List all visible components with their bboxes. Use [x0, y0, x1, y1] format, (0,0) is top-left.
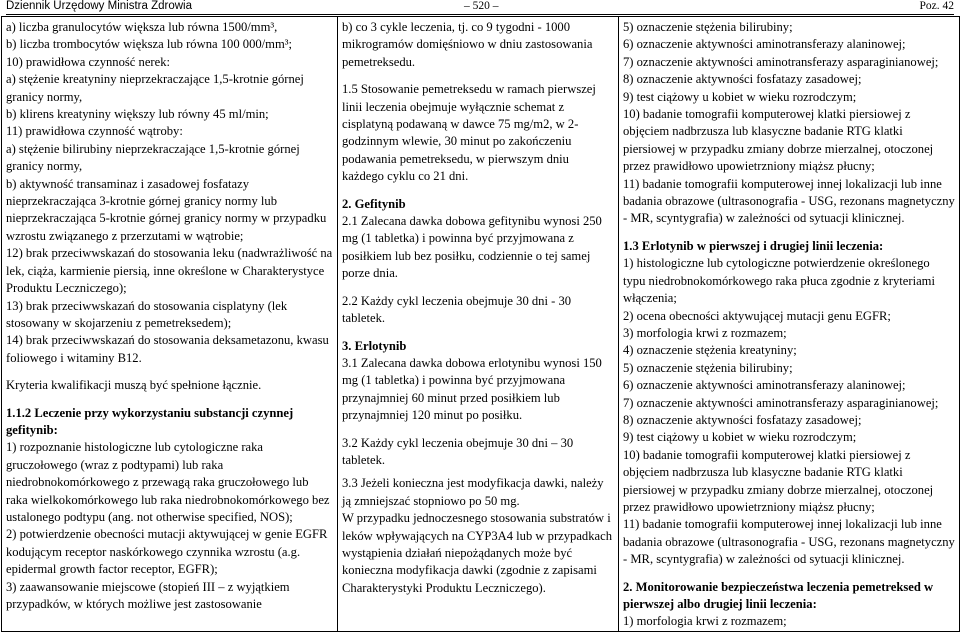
text-line: 11) prawidłowa czynność wątroby: — [6, 124, 183, 139]
section-heading: 2. Monitorowanie bezpieczeństwa leczenia pemetreksed w pierwszej albo drugiej linii leczenia: — [623, 579, 934, 611]
text-line: 3.1 Zalecana dawka dobowa erlotynibu wynosi 150 mg (1 tabletka) i powinna być przyjmowana przynajmniej 60 minut przed posiłkiem lub przynajmniej 120 minut po posiłku. — [342, 355, 602, 423]
paragraph-gap — [342, 328, 614, 338]
paragraph-gap — [6, 367, 333, 377]
text-line: 3.2 Każdy cykl leczenia obejmuje 30 dni – 30 tabletek. — [342, 435, 574, 467]
text-line: 5) oznaczenie stężenia bilirubiny; — [623, 360, 793, 375]
text-line: 2) ocena obecności aktywującej mutacji genu EGFR; — [623, 308, 891, 323]
paragraph-gap — [342, 283, 614, 293]
text-line: 11) badanie tomografii komputerowej innej lokalizacji lub inne badania obrazowe (ultrasonografia - USG, rezonans magnetyczny - MR, scyntygrafia) w zależności od sytuacji klinicznej. — [623, 176, 955, 226]
text-line: 14) brak przeciwwskazań do stosowania deksametazonu, kwasu foliowego i witaminy B12. — [6, 333, 329, 365]
text-line: 7) oznaczenie aktywności aminotransferazy asparaginianowej; — [623, 54, 939, 69]
text-line: 11) badanie tomografii komputerowej innej lokalizacji lub inne badania obrazowe (ultrasonografia - USG, rezonans magnetyczny - MR, scyntygrafia) w zależności od sytuacji klinicznej. — [623, 517, 955, 567]
paragraph-gap — [623, 228, 955, 238]
text-line: b) co 3 cykle leczenia, tj. co 9 tygodni - 1000 mikrogramów domięśniowo w dniu zastosowania pemetreksedu. — [342, 20, 593, 69]
text-line: 1) histologiczne lub cytologiczne potwierdzenie określonego typu niedrobnokomórkowego raka płuca zgodnie z kryteriami włączenia; — [623, 256, 935, 306]
text-line: 1.5 Stosowanie pemetreksedu w ramach pierwszej linii leczenia obejmuje wyłącznie schemat z cisplatyną podawaną w dawce 75 mg/m2, w 2-godzinnym wlewie, 30 minut po zakończeniu podawania pemetreksedu, w pierwszym dniu każdego cyklu co 21 dni. — [342, 82, 596, 184]
program-table — [1, 16, 960, 632]
text-line: 12) brak przeciwwskazań do stosowania leku (nadwrażliwość na lek, ciąża, karmienie piersią, inne określone w Charakterystyce Produktu Leczniczego); — [6, 246, 333, 296]
paragraph-gap — [342, 425, 614, 435]
table-row — [2, 17, 960, 632]
text-line: b) liczba trombocytów większa lub równa 100 000/mm³; — [6, 37, 293, 52]
text-line: 8) oznaczenie aktywności fosfatazy zasadowej; — [623, 72, 862, 87]
text-line: b) klirens kreatyniny większy lub równy 45 ml/min; — [6, 107, 269, 122]
text-line: a) liczba granulocytów większa lub równa 1500/mm³, — [6, 20, 278, 34]
column-text-left — [6, 19, 333, 613]
column-cell-1 — [2, 17, 338, 632]
paragraph-gap — [342, 186, 614, 196]
text-line: 7) oznaczenie aktywności aminotransferazy asparaginianowej; — [623, 395, 939, 410]
text-line: 8) oznaczenie aktywności fosfatazy zasadowej; — [623, 412, 862, 427]
paragraph-gap — [342, 71, 614, 81]
text-line: Kryteria kwalifikacji muszą być spełnione łącznie. — [6, 378, 262, 393]
page-header — [6, 0, 954, 15]
text-line: 1) morfologia krwi z rozmazem; — [623, 614, 787, 629]
text-line: 3) zaawansowanie miejscowe (stopień III – z wyjątkiem przypadków, w których możliwe jest zastosowanie — [6, 579, 290, 611]
text-line: 10) prawidłowa czynność nerek: — [6, 54, 171, 69]
text-line: 9) test ciążowy u kobiet w wieku rozrodczym; — [623, 89, 857, 104]
column-text-right — [623, 19, 955, 631]
text-line: 6) oznaczenie aktywności aminotransferazy alaninowej; — [623, 378, 906, 393]
page-number: – 520 – — [464, 0, 499, 12]
section-heading: 3. Erlotynib — [342, 338, 407, 353]
text-line: 2.2 Każdy cykl leczenia obejmuje 30 dni - 30 tabletek. — [342, 293, 572, 326]
text-line: 9) test ciążowy u kobiet w wieku rozrodczym; — [623, 430, 857, 445]
column-cell-3 — [619, 17, 960, 632]
text-line: W przypadku jednoczesnego stosowania substratów i leków wpływających na CYP3A4 lub w przypadkach wystąpienia działań niepożądanych może być konieczna modyfikacja dawki (zgodnie z zapisami Charakterystyki Produktu Leczniczego). — [342, 511, 612, 595]
column-text-middle — [342, 19, 614, 597]
text-line: 13) brak przeciwwskazań do stosowania cisplatyny (lek stosowany w skojarzeniu z pemetreksedem); — [6, 298, 288, 330]
column-cell-2 — [338, 17, 619, 632]
text-line: 10) badanie tomografii komputerowej klatki piersiowej z objęciem nadbrzusza lub klasyczne badanie RTG klatki piersiowej w przypadku zmiany dobrze mierzalnej, otoczonej przez prawidłowo upowietrzniony miąższ płucny; — [623, 447, 934, 514]
text-line: 3.3 Jeżeli konieczna jest modyfikacja dawki, należy ją zmniejszać stopniowo po 50 mg. — [342, 476, 604, 508]
text-line: 10) badanie tomografii komputerowej klatki piersiowej z objęciem nadbrzusza lub klasyczne badanie RTG klatki piersiowej w przypadku zmiany dobrze mierzalnej, otoczonej przez prawidłowo upowietrzniony miąższ płucny; — [623, 107, 934, 174]
text-line: 5) oznaczenie stężenia bilirubiny; — [623, 20, 793, 34]
text-line: 1) rozpoznanie histologiczne lub cytologiczne raka gruczołowego (wraz z podtypami) lub raka niedrobnokomórkowego z przewagą raka gruczołowego lub raka wielkokomórkowego lub raka niedrobnokomórkowego bez ustalonego podtypu (ang. not otherwise specified, NOS); — [6, 440, 330, 524]
section-heading: 2. Gefitynib — [342, 196, 406, 211]
text-line: b) aktywność transaminaz i zasadowej fosfatazy nieprzekraczająca 3-krotnie górnej granicy normy lub nieprzekraczająca 5-krotnie górnej granicy normy w przypadku wzrostu związanego z przerzutami w wątrobie; — [6, 176, 327, 243]
text-line: 4) oznaczenie stężenia kreatyniny; — [623, 343, 797, 358]
section-heading: 1.3 Erlotynib w pierwszej i drugiej linii leczenia: — [623, 238, 884, 253]
text-line: 2) potwierdzenie obecności mutacji aktywującej w genie EGFR kodującym receptor naskórkowego czynnika wzrostu (a.g. epidermal growth factor receptor, EGFR); — [6, 527, 328, 577]
paragraph-gap — [6, 395, 333, 405]
text-line: a) stężenie bilirubiny nieprzekraczające 1,5-krotnie górnej granicy normy, — [6, 141, 300, 174]
section-heading: 1.1.2 Leczenie przy wykorzystaniu substancji czynnej gefitynib: — [6, 405, 294, 437]
text-line: 3) morfologia krwi z rozmazem; — [623, 325, 787, 340]
paragraph-gap — [623, 569, 955, 579]
text-line: a) stężenie kreatyniny nieprzekraczające 1,5-krotnie górnej granicy normy, — [6, 72, 304, 104]
text-line: 6) oznaczenie aktywności aminotransferazy alaninowej; — [623, 37, 906, 52]
position-number: Poz. 42 — [919, 0, 954, 12]
journal-title: Dziennik Urzędowy Ministra Zdrowia — [6, 0, 192, 12]
text-line: 2.1 Zalecana dawka dobowa gefitynibu wynosi 250 mg (1 tabletka) i powinna być przyjmowana z posiłkiem lub bez posiłku, codziennie o tej samej porze dnia. — [342, 214, 602, 281]
